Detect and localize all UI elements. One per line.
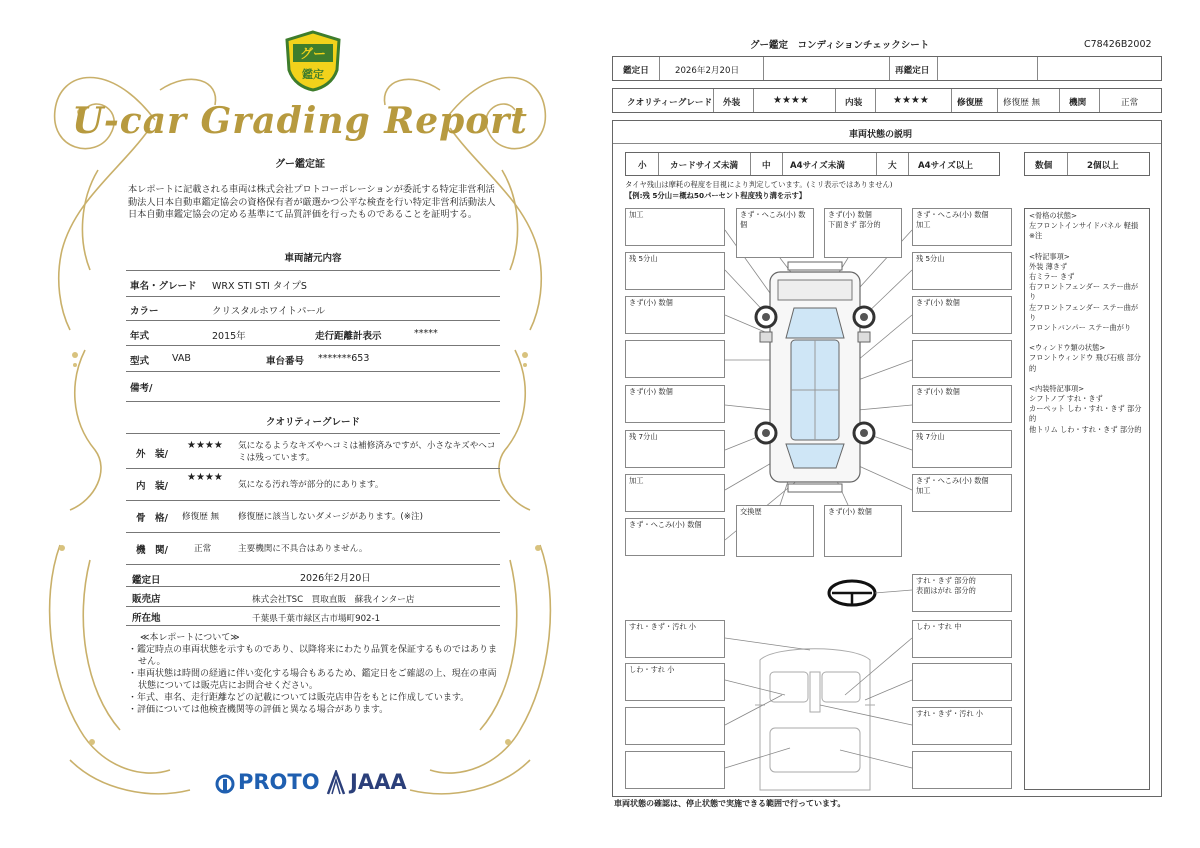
chassis-label: 車台番号 [266, 356, 305, 367]
damage-slot-left-7: 加工 [625, 474, 725, 512]
tire-example: 【例:残 5分山＝概ね50パーセント程度残り溝を示す】 [625, 191, 807, 200]
divider [126, 371, 500, 372]
svg-text:グー: グー [299, 47, 327, 62]
remarks-line: <ウィンドウ類の状態> [1029, 343, 1106, 353]
remarks-line: シフトノブ すれ・きず [1029, 394, 1103, 404]
color-value: クリスタルホワイトパール [212, 306, 326, 317]
divider [126, 320, 500, 321]
remarks-line: 右フロントフェンダー ステー曲がり [1029, 282, 1139, 302]
divider [126, 401, 500, 402]
divider [126, 564, 500, 565]
proto-logo: PROTO [238, 770, 320, 794]
section-title: 車両状態の説明 [849, 130, 913, 140]
interior-note: 気になる汚れ等が部分的にあります。 [238, 480, 384, 490]
remarks-line [1029, 374, 1145, 384]
remarks-label: 備考/ [130, 383, 153, 394]
divider [126, 606, 500, 607]
remarks-line: 左フロントフェンダー ステー曲がり [1029, 302, 1139, 322]
divider [126, 532, 500, 533]
damage-slot-left-1: 加工 [625, 208, 725, 246]
appraisal-date-label: 鑑定日 [623, 66, 649, 76]
odometer-label: 走行距離計表示 [315, 331, 382, 342]
chassis-value: *******653 [318, 353, 370, 364]
certificate-intro: 本レポートに記載される車両は株式会社プロトコーポレーションが委託する特定非営利活動法人日本自動車鑑定協会の資格保有者が厳選かつ公平な検査を行い特定非営利活動法人日本自動車鑑定協会の定める基準にて品質評価を行ったものであることを証明する。 [128, 184, 496, 220]
appraisal-date-value: 2026年2月20日 [675, 66, 740, 76]
interior-slot-right-2 [912, 663, 1012, 701]
divider [126, 433, 500, 434]
remarks-line: 外装 薄きず [1029, 261, 1068, 271]
steering-note: すれ・きず 部分的 表面はがれ 部分的 [912, 574, 1012, 612]
interior-stars: ★★★★ [187, 472, 223, 483]
sheet-title: グー鑑定 コンディションチェックシート [750, 40, 930, 51]
appraisal-date-label: 鑑定日 [132, 575, 161, 586]
exterior-label: 外装 [723, 98, 741, 108]
interior-slot-right-4 [912, 751, 1012, 789]
damage-slot-front-1: きず・へこみ(小) 数個 [736, 208, 814, 258]
interior-slot-left-3 [625, 707, 725, 745]
remarks-line: フロントウィンドウ 飛び石痕 部分的 [1029, 353, 1141, 373]
interior-slot-left-2: しわ・すれ 小 [625, 663, 725, 701]
exterior-stars: ★★★★ [187, 440, 223, 451]
remarks-line: <特記事項> [1029, 251, 1070, 261]
interior-slot-right-1: しわ・すれ 中 [912, 620, 1012, 658]
count-label: 数個 [1035, 161, 1053, 171]
engine-status: 正常 [194, 544, 212, 554]
damage-slot-right-1: きず・へこみ(小) 数個 加工 [912, 208, 1012, 246]
engine-value: 正常 [1121, 98, 1139, 108]
damage-slot-left-8: きず・へこみ(小) 数個 [625, 518, 725, 556]
engine-label: 機 関/ [136, 545, 168, 556]
vehicle-name-value: WRX STI STI タイプS [212, 281, 307, 292]
note-item: ・車両状態は時間の経過に伴い変化する場合もあるため、鑑定日をご確認の上、現在の車両状態については販売店にお問合せください。 [128, 669, 497, 691]
damage-slot-left-5: きず(小) 数個 [625, 385, 725, 423]
damage-slot-right-4 [912, 340, 1012, 378]
remarks-line: <内装特記事項> [1029, 383, 1085, 393]
repair-value: 修復歴 無 [1003, 98, 1041, 108]
frame-note: 修復歴に該当しないダメージがあります。(※注) [238, 512, 423, 522]
goo-badge-logo [283, 30, 343, 92]
interior-slot-right-3: すれ・きず・汚れ 小 [912, 707, 1012, 745]
proto-logo-icon [214, 773, 236, 795]
jaaa-logo-icon [326, 770, 346, 796]
divider [126, 296, 500, 297]
tire-slot-front-left: 残 5分山 [625, 252, 725, 290]
model-label: 型式 [130, 356, 150, 367]
divider [126, 345, 500, 346]
engine-label: 機関 [1069, 98, 1087, 108]
exterior-note: 気になるようなキズやヘコミは補修済みですが、小さなキズやヘコミは残っています。 [238, 441, 496, 463]
year-label: 年式 [130, 331, 150, 342]
address-value: 千葉県千葉市緑区古市場町902-1 [252, 614, 381, 624]
legend-value-small: カードサイズ未満 [670, 161, 739, 171]
divider [126, 500, 500, 501]
damage-slot-left-3: きず(小) 数個 [625, 296, 725, 334]
jaaa-logo: JAAA [350, 770, 407, 794]
damage-slot-right-3: きず(小) 数個 [912, 296, 1012, 334]
remarks-panel [1024, 208, 1150, 790]
remarks-line: <骨格の状態> [1029, 211, 1077, 220]
tire-slot-rear-right: 残 7分山 [912, 430, 1012, 468]
interior-label: 内 装/ [136, 481, 168, 492]
legend-value-large: A4サイズ以上 [918, 161, 973, 171]
odometer-value: ***** [414, 328, 438, 339]
remarks-line: 他トリム しわ・すれ・きず 部分的 [1029, 424, 1142, 434]
remarks-line: フロントバンパー ステー曲がり [1029, 323, 1132, 333]
tire-slot-front-right: 残 5分山 [912, 252, 1012, 290]
certificate-subtitle: グー鑑定証 [275, 159, 325, 170]
svg-text:鑑定: 鑑定 [302, 68, 324, 81]
vehicle-name-label: 車名・グレード [130, 281, 197, 292]
report-title: U-car Grading Report [72, 100, 528, 142]
dealer-label: 販売店 [132, 594, 161, 605]
legend-key-large: 大 [888, 161, 897, 171]
condition-check-sheet [600, 0, 1200, 848]
tire-note: タイヤ残山は摩耗の程度を目視により判定しています。(ミリ表示ではありません) [625, 180, 893, 189]
remarks-line [1029, 242, 1145, 252]
note-item: ・年式、車名、走行距離などの記載については販売店申告をもとに作成しています。 [128, 693, 470, 703]
frame-label: 骨 格/ [136, 513, 168, 524]
reappraisal-date-label: 再鑑定日 [895, 66, 930, 76]
interior-stars: ★★★★ [893, 95, 929, 106]
engine-note: 主要機関に不具合はありません。 [238, 544, 368, 554]
interior-label: 内装 [845, 98, 863, 108]
report-notes [126, 632, 500, 716]
remarks-line: 右ミラー きず [1029, 272, 1075, 282]
divider [126, 586, 500, 587]
remarks-line: カーペット しわ・すれ・きず 部分的 [1029, 404, 1142, 424]
sheet-footer: 車両状態の確認は、停止状態で実施できる範囲で行っています。 [614, 799, 846, 808]
sheet-code: C78426B2002 [1084, 39, 1152, 50]
divider [126, 270, 500, 271]
remarks-line [1029, 333, 1145, 343]
damage-slot-left-4 [625, 340, 725, 378]
appraisal-date-value: 2026年2月20日 [300, 573, 371, 584]
damage-slot-rear-1: 交換歴 [736, 505, 814, 557]
damage-slot-rear-2: きず(小) 数個 [824, 505, 902, 557]
damage-slot-right-5: きず(小) 数個 [912, 385, 1012, 423]
note-item: ・評価については他検査機関等の評価と異なる場合があります。 [128, 705, 389, 715]
dealer-value: 株式会社TSC 買取直販 蘇我インター店 [252, 595, 415, 605]
divider [126, 625, 500, 626]
interior-slot-left-4 [625, 751, 725, 789]
frame-status: 修復歴 無 [182, 512, 220, 522]
interior-slot-left-1: すれ・きず・汚れ 小 [625, 620, 725, 658]
legend-key-small: 小 [638, 161, 647, 171]
legend-value-medium: A4サイズ未満 [790, 161, 845, 171]
notes-heading: ≪本レポートについて≫ [140, 633, 240, 643]
divider [126, 468, 500, 469]
note-item: ・鑑定時点の車両状態を示すものであり、以降将来にわたり品質を保証するものではありません。 [128, 645, 498, 667]
color-label: カラー [130, 306, 159, 317]
damage-slot-front-2: きず(小) 数個 下面きず 部分的 [824, 208, 902, 258]
model-value: VAB [172, 353, 191, 364]
quality-heading: クオリティーグレード [265, 417, 361, 428]
quality-grade-label: クオリティーグレード [627, 98, 713, 108]
spec-heading: 車両諸元内容 [284, 253, 342, 264]
remarks-line: 左フロントインサイドパネル 軽損 [1029, 221, 1139, 231]
damage-slot-right-7: きず・へこみ(小) 数個 加工 [912, 474, 1012, 512]
exterior-label: 外 装/ [136, 449, 168, 460]
tire-slot-rear-left: 残 7分山 [625, 430, 725, 468]
address-label: 所在地 [132, 613, 161, 624]
count-value: 2個以上 [1087, 161, 1119, 171]
remarks-line: ※注 [1029, 231, 1043, 241]
year-value: 2015年 [212, 331, 246, 342]
exterior-stars: ★★★★ [773, 95, 809, 106]
legend-key-medium: 中 [762, 161, 771, 171]
repair-label: 修復歴 [957, 98, 983, 108]
